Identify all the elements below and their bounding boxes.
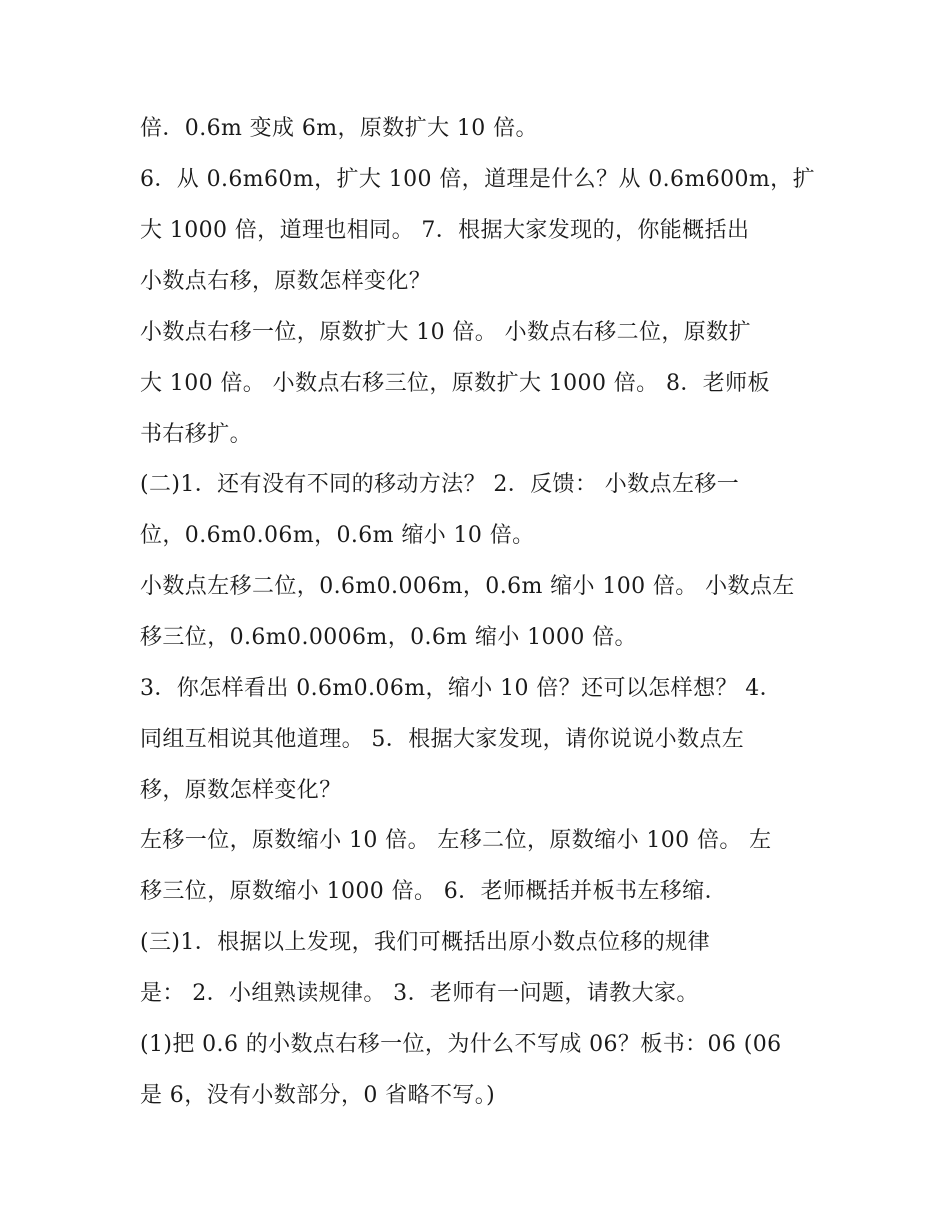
text-line: 书右移扩。	[140, 422, 253, 447]
text-line: 大 1000 倍，道理也相同。 7．根据大家发现的，你能概括出	[140, 218, 750, 243]
text-line: 移，原数怎样变化？	[140, 778, 342, 803]
text-line: 是： 2．小组熟读规律。 3．老师有一问题，请教大家。	[140, 981, 699, 1006]
text-line: (二)1．还有没有不同的移动方法？ 2．反馈： 小数点左移一	[140, 472, 740, 497]
text-line: 小数点左移二位，0.6m0.006m，0.6m 缩小 100 倍。 小数点左	[140, 574, 795, 599]
text-line: (1)把 0.6 的小数点右移一位，为什么不写成 06？板书：06 (06	[140, 1032, 782, 1057]
text-line: 小数点右移一位，原数扩大 10 倍。 小数点右移二位，原数扩	[140, 320, 751, 345]
text-line: 是 6，没有小数部分，0 省略不写。)	[140, 1083, 496, 1108]
text-line: 同组互相说其他道理。 5．根据大家发现，请你说说小数点左	[140, 727, 745, 752]
text-line: 小数点右移，原数怎样变化？	[140, 269, 432, 294]
text-line: 移三位，原数缩小 1000 倍。 6．老师概括并板书左移缩．	[140, 879, 727, 904]
text-line: (三)1．根据以上发现，我们可概括出原小数点位移的规律	[140, 930, 710, 955]
text-line: 大 100 倍。 小数点右移三位，原数扩大 1000 倍。 8．老师板	[140, 371, 770, 396]
text-line: 3．你怎样看出 0.6m0.06m，缩小 10 倍？还可以怎样想？ 4．	[140, 676, 783, 701]
text-line: 移三位，0.6m0.0006m，0.6m 缩小 1000 倍。	[140, 625, 637, 650]
text-line: 6．从 0.6m60m，扩大 100 倍，道理是什么？从 0.6m600m，扩	[140, 167, 815, 192]
text-line: 位，0.6m0.06m，0.6m 缩小 10 倍。	[140, 523, 535, 548]
text-line: 倍．0.6m 变成 6m，原数扩大 10 倍。	[140, 116, 538, 141]
text-line: 左移一位，原数缩小 10 倍。 左移二位，原数缩小 100 倍。 左	[140, 828, 772, 853]
